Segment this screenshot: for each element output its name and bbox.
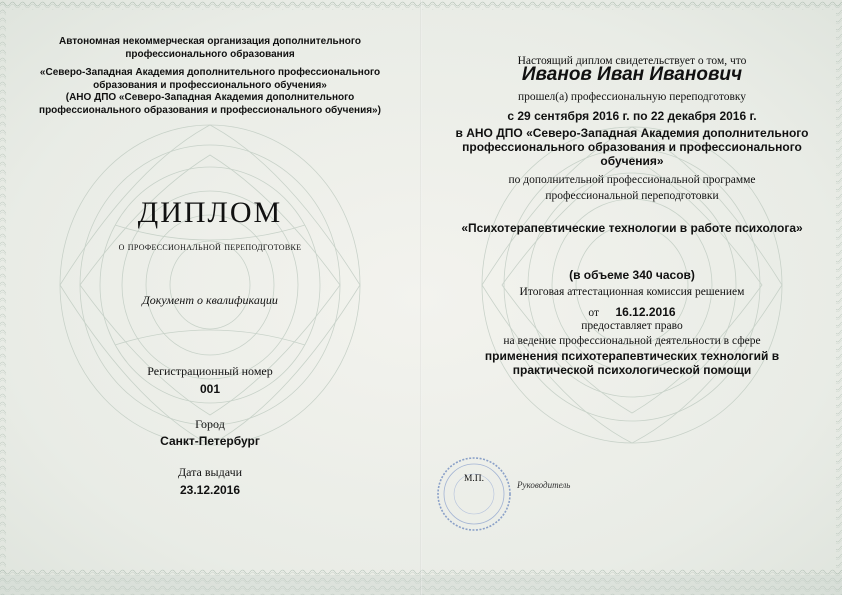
training-period: с 29 сентября 2016 г. по 22 декабря 2016 г. [507,109,757,123]
city-label: Город [195,417,225,431]
activity-sphere-intro: на ведение профессиональной деятельности в сфере [503,335,761,347]
registration-number-label: Регистрационный номер [147,364,273,378]
program-name: «Психотерапевтические технологии в работе психолога» [461,221,803,235]
program-volume: (в объеме 340 часов) [569,268,695,282]
activity-sphere-line: применения психотерапевтических технологий в [484,349,780,363]
training-org-line: профессионального образования и профессионального [462,140,802,154]
training-org-line: обучения» [600,154,664,168]
holder-name: Иванов Иван Иванович [521,64,743,85]
issue-date-value: 23.12.2016 [179,483,241,497]
diploma-cover-page [0,0,420,595]
org-line: Автономная некоммерческая организация дополнительного [59,36,361,47]
issue-date-label: Дата выдачи [177,465,243,479]
document-subtitle: о профессиональной переподготовке [118,241,302,253]
decision-date-value: 16.12.2016 [615,305,676,319]
passed-retraining: прошел(а) профессиональную переподготовку [517,91,747,103]
document-kind: Документ о квалификации [142,293,278,307]
certification-intro: Настоящий диплом свидетельствует о том, что [517,55,747,67]
org-line: «Северо-Западная Академия дополнительного профессионального [39,67,381,78]
training-org-line: в АНО ДПО «Северо-Западная Академия дополнительного [455,126,809,140]
registration-number-value: 001 [199,382,221,396]
commission-decision: Итоговая аттестационная комиссия решением [519,286,745,298]
decision-date-label: от [588,307,600,319]
stamp-seal-icon [435,455,513,533]
city-value: Санкт-Петербург [160,434,260,448]
org-line: профессионального образования [125,48,295,60]
activity-sphere-line: практической психологической помощи [512,363,752,377]
grants-right: предоставляет право [581,320,683,332]
org-line: (АНО ДПО «Северо-Западная Академия дополнительного [65,92,355,103]
director-signature-label: Руководитель [517,480,571,490]
issuer-organization [20,36,400,117]
org-line: профессионального образования и профессионального обучения») [39,104,381,116]
program-intro: по дополнительной профессиональной программе [508,174,756,186]
stamp-placeholder: М.П. [463,474,485,484]
document-title: ДИПЛОМ [137,196,283,229]
program-intro: профессиональной переподготовки [545,190,719,202]
org-line: образования и профессионального обучения» [93,79,327,91]
decision-date-row [422,303,842,321]
